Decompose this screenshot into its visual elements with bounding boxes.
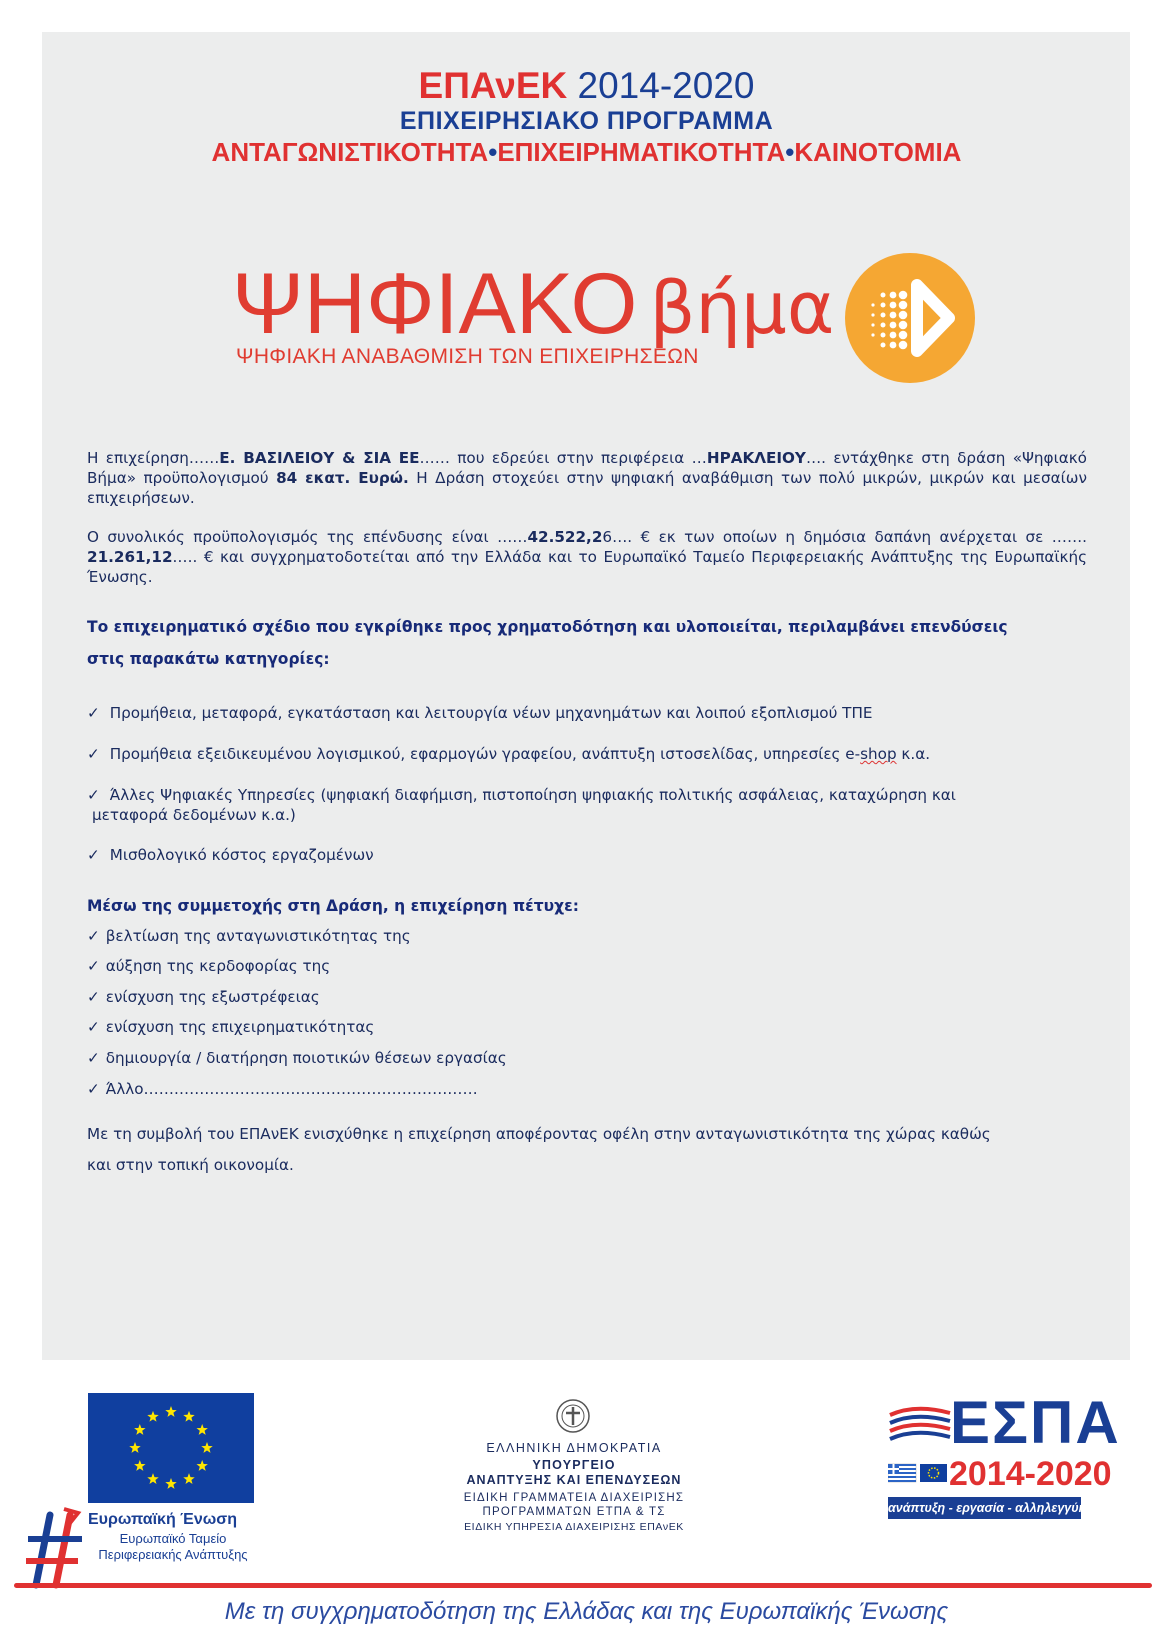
play-circle-icon [845,253,975,383]
result-item: ✓ Άλλο………………………………………………………… [87,1080,478,1098]
closing-paragraph-continued: και στην τοπική οικονομία. [87,1156,294,1174]
footer-divider [14,1583,1152,1588]
check-icon: ✓ [87,745,100,763]
gov-line-ministry-name: ΑΝΑΠΤΥΞΗΣ ΚΑΙ ΕΠΕΝΔΥΣΕΩΝ [466,1473,682,1487]
logo-dot [871,303,874,306]
logo-dot [871,313,874,316]
check-icon: ✓ [87,1080,100,1098]
check-icon: ✓ [87,846,100,864]
category-item: ✓ Προμήθεια, μεταφορά, εγκατάσταση και λειτουργία νέων μηχανημάτων και λοιπού εξοπλισμού ΤΠΕ [87,704,873,722]
logo-dot [899,341,908,350]
espa-logo-word: ΕΣΠΑ [950,1389,1121,1456]
digital-step-logo-subtitle: ΨΗΦΙΑΚΗ ΑΝΑΒΑΘΜΙΣΗ ΤΩΝ ΕΠΙΧΕΙΡΗΣΕΩΝ [236,345,699,368]
logo-dot [871,323,874,326]
gov-line-ministry: ΥΠΟΥΡΓΕΙΟ [532,1458,616,1472]
logo-dot [899,291,908,300]
logo-dot [871,333,874,336]
espa-logo-years: 2014-2020 [949,1455,1112,1493]
logo-dot [881,313,886,318]
logo-dot [881,303,886,308]
check-icon: ✓ [87,927,100,945]
logo-dot [881,333,886,338]
hashtag-logo-icon [20,1505,90,1590]
logo-dot [890,312,897,319]
logo-dot [890,342,897,349]
logo-dot [899,331,908,340]
logo-dot [881,293,886,298]
logo-dot [899,311,908,320]
logo-dot [890,292,897,299]
logo-dot [890,322,897,329]
eu-fund-name: Ευρωπαϊκό Ταμείο Περιφερειακής Ανάπτυξης [98,1531,248,1562]
plan-heading: Το επιχειρηματικό σχέδιο που εγκρίθηκε προς χρηματοδότηση και υλοποιείται, περιλαμβάνει επενδύσεις [87,618,1008,636]
espa-stripes-icon [888,1403,952,1447]
logo-dot [881,323,886,328]
logo-dot [899,301,908,310]
gov-line-service: ΕΙΔΙΚΗ ΥΠΗΡΕΣΙΑ ΔΙΑΧΕΙΡΙΣΗΣ ΕΠΑνΕΚ [464,1521,684,1533]
result-item: ✓ βελτίωση της ανταγωνιστικότητας της [87,927,411,945]
category-item: ✓ Μισθολογικό κόστος εργαζομένων [87,846,374,864]
result-item: ✓ ενίσχυση της εξωστρέφειας [87,988,320,1006]
digital-step-logo-title: ΨΗΦΙΑΚΟ βήμα [232,256,835,352]
result-item: ✓ δημιουργία / διατήρηση ποιοτικών θέσεων εργασίας [87,1049,507,1067]
cofinancing-footer: Με τη συγχρηματοδότηση της Ελλάδας και της Ευρωπαϊκής Ένωσης [224,1598,949,1625]
logo-dot [890,302,897,309]
check-icon: ✓ [87,1049,100,1067]
check-icon: ✓ [87,988,100,1006]
closing-paragraph: Με τη συμβολή του ΕΠΑνΕΚ ενισχύθηκε η επιχείρηση αποφέροντας οφέλη στην ανταγωνιστικότητα της χώρας καθώς [87,1125,991,1143]
category-item-continued: μεταφορά δεδομένων κ.α.) [92,806,296,824]
greece-eu-flags-icon [888,1462,948,1484]
results-heading: Μέσω της συμμετοχής στη Δράση, η επιχείρηση πέτυχε: [87,897,579,915]
espa-tagline: ανάπτυξη - εργασία - αλληλεγγύη [888,1497,1081,1519]
plan-heading-continued: στις παρακάτω κατηγορίες: [87,650,330,668]
check-icon: ✓ [87,957,100,975]
category-item: ✓ Προμήθεια εξειδικευμένου λογισμικού, εφαρμογών γραφείου, ανάπτυξη ιστοσελίδας, υπηρεσίες e-shop κ.α. [87,745,931,763]
program-title: ΕΠΙΧΕΙΡΗΣΙΑΚΟ ΠΡΟΓΡΑΜΜΑ [399,107,774,135]
eu-title: Ευρωπαϊκή Ένωση [88,1511,237,1528]
gov-line-programs: ΠΡΟΓΡΑΜΜΑΤΩΝ ΕΤΠΑ & ΤΣ [482,1506,666,1518]
check-icon: ✓ [87,704,100,722]
logo-dot [899,321,908,330]
eu-flag-icon [88,1393,254,1503]
check-icon: ✓ [87,1018,100,1036]
investment-paragraph: Ο συνολικός προϋπολογισμός της επένδυσης είναι ……42.522,26…. € εκ των οποίων η δημόσια δαπάνη ανέρχεται σε ……. 21.261,12.…. € και συγχρηματοδοτείται από την Ελλάδα και το Ευρωπαϊκό Ταμείο Περιφερειακής Ανάπτυξης της Ευρωπαϊκής Ένωσης. [87,528,1087,586]
gov-line-secretariat: ΕΙΔΙΚΗ ΓΡΑΜΜΑΤΕΙΑ ΔΙΑΧΕΙΡΙΣΗΣ [463,1492,685,1504]
logo-dot [881,343,886,348]
epanek-title: ΕΠΑνΕΚ 2014-2020 [418,65,755,106]
program-axes: ΑΝΤΑΓΩΝΙΣΤΙΚΟΤΗΤΑ•ΕΠΙΧΕΙΡΗΜΑΤΙΚΟΤΗΤΑ•ΚΑΙΝΟΤΟΜΙΑ [211,137,962,167]
result-item: ✓ αύξηση της κερδοφορίας της [87,957,331,975]
greek-emblem-icon [555,1398,591,1434]
result-item: ✓ ενίσχυση της επιχειρηματικότητας [87,1018,375,1036]
logo-dot [890,332,897,339]
intro-paragraph: Η επιχείρηση……Ε. ΒΑΣΙΛΕΙΟΥ & ΣΙΑ ΕΕ…… που εδρεύει στην περιφέρεια …ΗΡΑΚΛΕΙΟΥ…. εντάχθηκε στη δράση «Ψηφιακό Βήμα» προϋπολογισμού 84 εκατ. Ευρώ. Η Δράση στοχεύει στην ψηφιακή αναβάθμιση των πολύ μικρών, μικρών και μεσαίων επιχειρήσεων. [87,449,1087,507]
check-icon: ✓ [87,786,100,804]
gov-line-republic: ΕΛΛΗΝΙΚΗ ΔΗΜΟΚΡΑΤΙΑ [486,1441,662,1455]
category-item: ✓ Άλλες Ψηφιακές Υπηρεσίες (ψηφιακή διαφήμιση, πιστοποίηση ψηφιακής πολιτικής ασφάλειας, καταχώρηση και [87,786,956,804]
